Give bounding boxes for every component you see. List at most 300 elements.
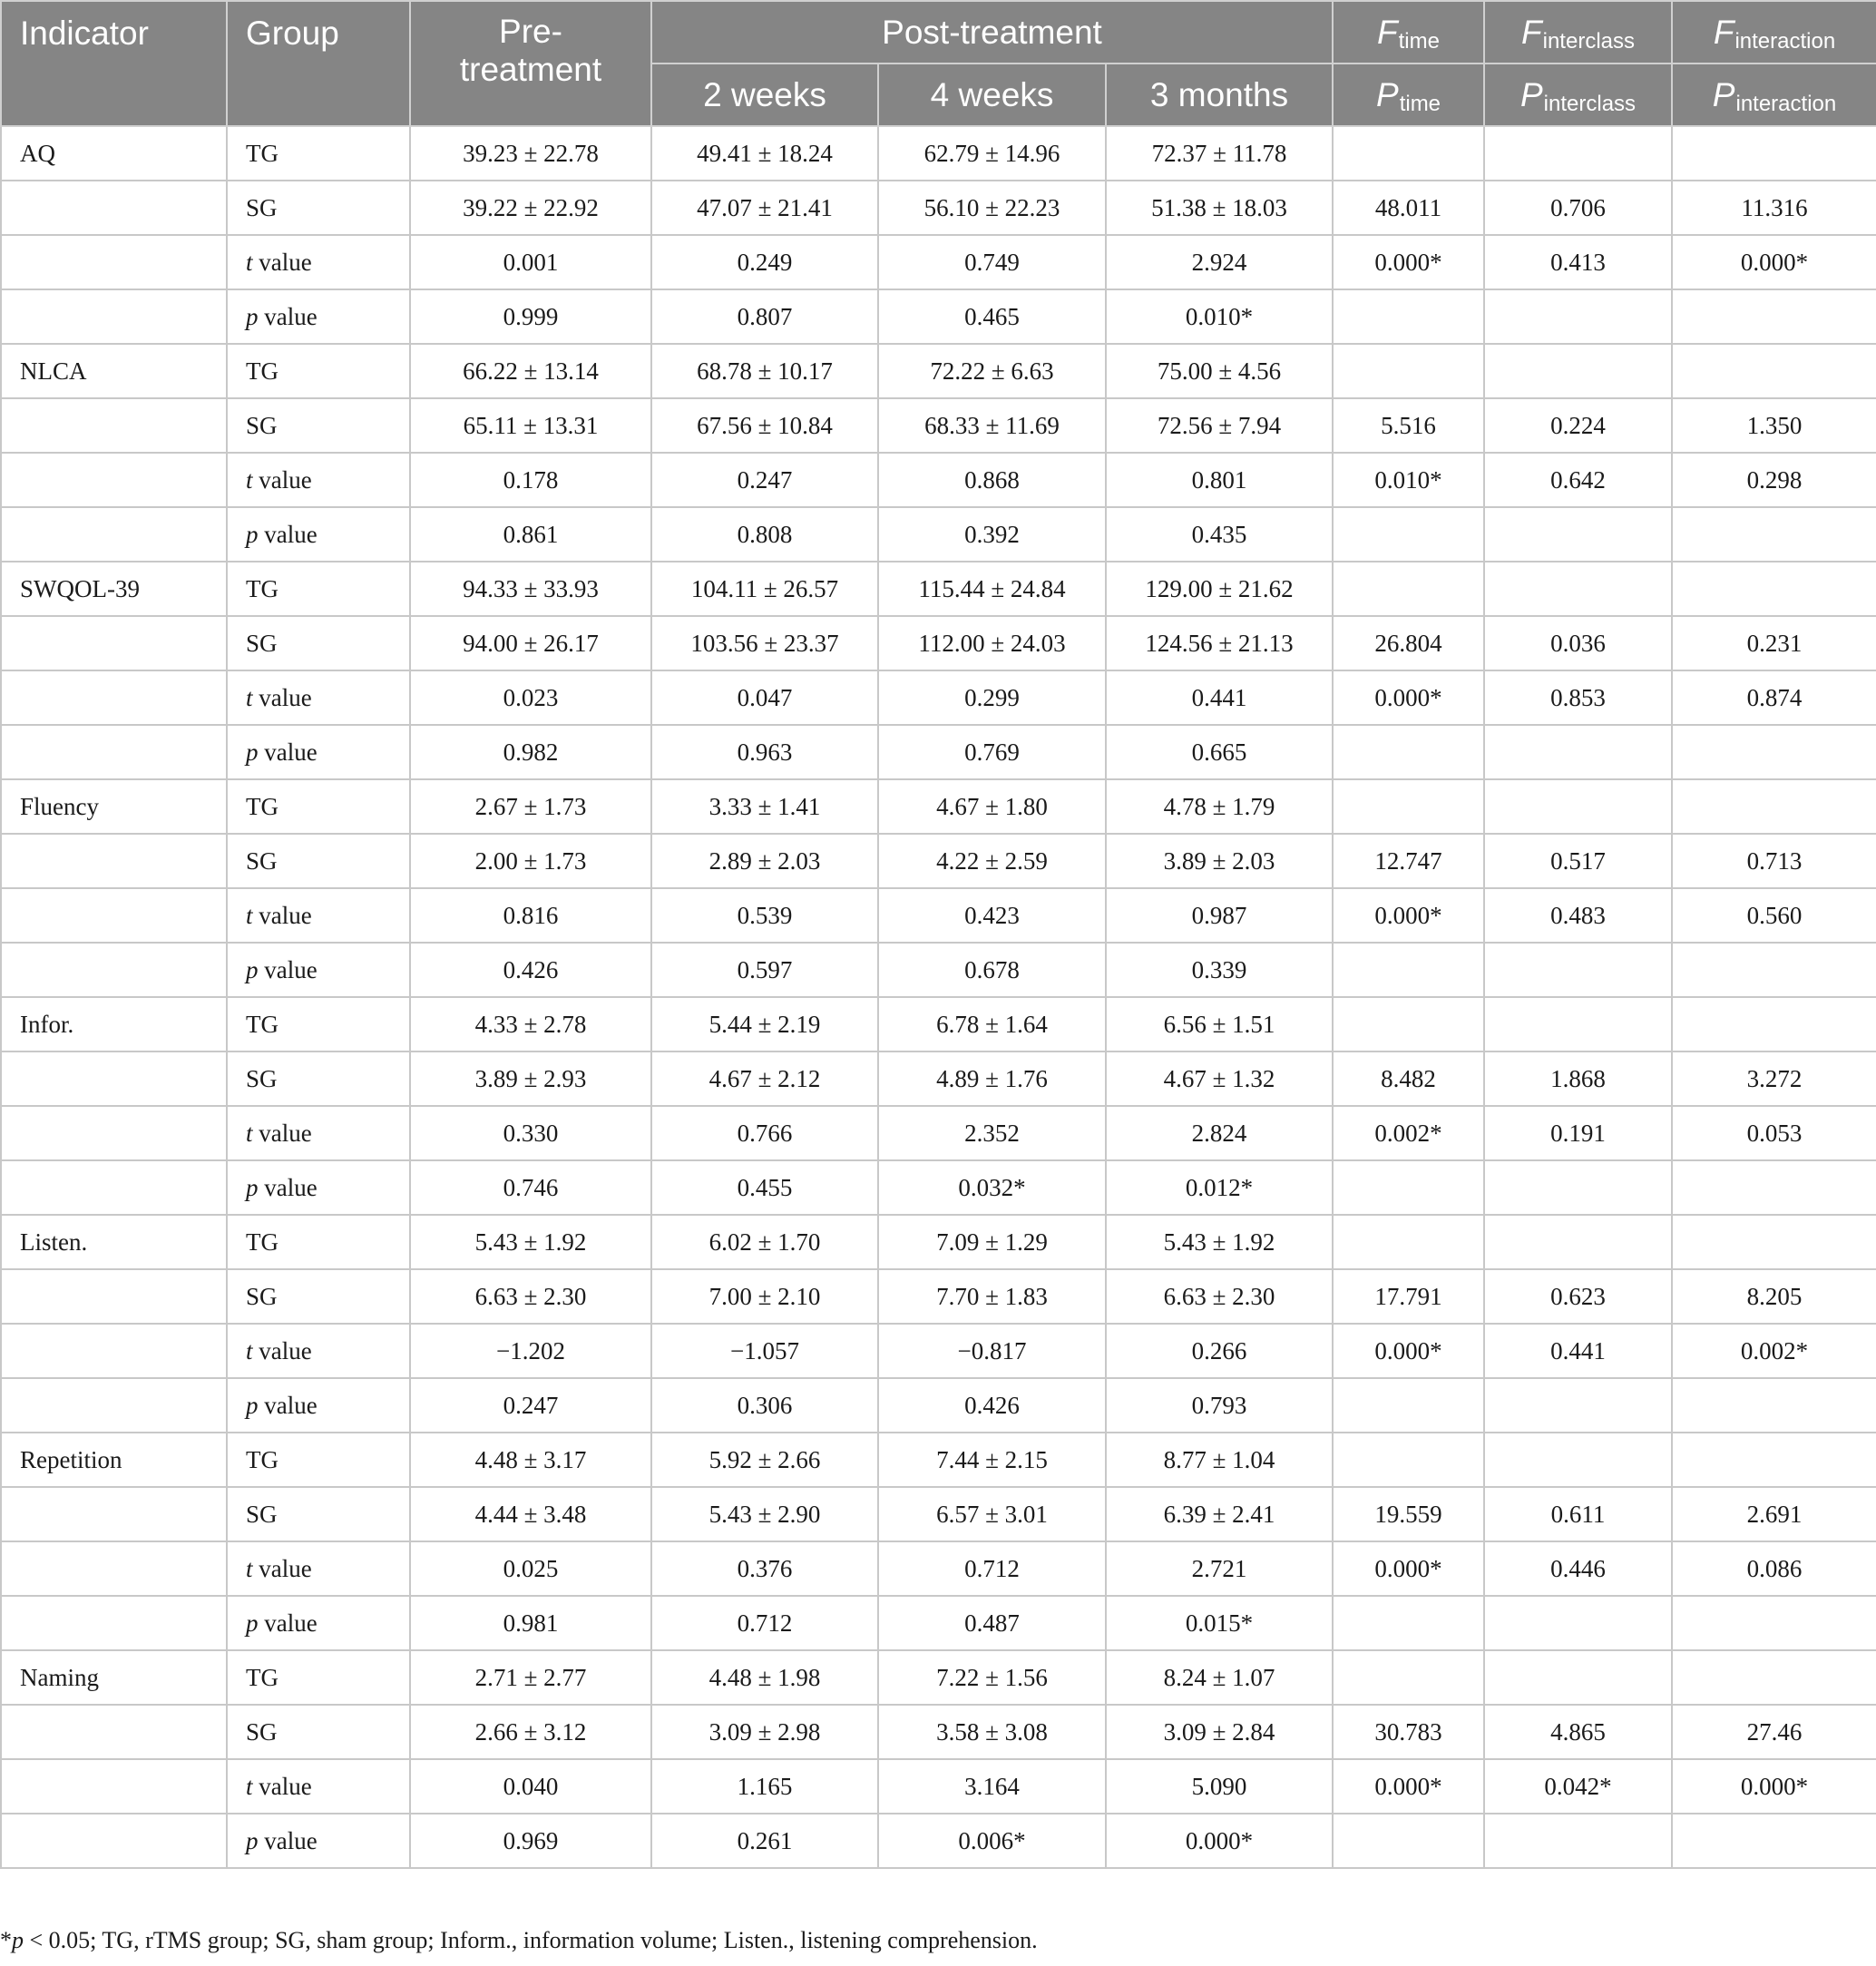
three-months-cell: 0.266 xyxy=(1106,1324,1333,1378)
pre-treatment-cell: 2.71 ± 2.77 xyxy=(410,1650,651,1705)
group-label: value xyxy=(252,1119,312,1147)
table-row xyxy=(1,1269,1876,1324)
f-interclass-cell xyxy=(1484,779,1672,834)
table-row xyxy=(1,1215,1876,1269)
group-label: TG xyxy=(246,1228,278,1256)
indicator-cell xyxy=(1,670,227,725)
pre-treatment-cell: 66.22 ± 13.14 xyxy=(410,344,651,398)
four-weeks-cell: −0.817 xyxy=(878,1324,1106,1378)
f-interaction-cell xyxy=(1672,344,1876,398)
group-label: value xyxy=(252,683,312,711)
pre-treatment-cell: 0.999 xyxy=(410,289,651,344)
three-months-cell: 3.89 ± 2.03 xyxy=(1106,834,1333,888)
table-header xyxy=(1,1,1876,126)
three-months-cell: 0.010* xyxy=(1106,289,1333,344)
f-interaction-cell: 1.350 xyxy=(1672,398,1876,453)
four-weeks-cell: 56.10 ± 22.23 xyxy=(878,181,1106,235)
group-cell xyxy=(227,1650,410,1705)
f-time-cell: 0.000* xyxy=(1333,1324,1484,1378)
pre-treatment-cell: 0.746 xyxy=(410,1160,651,1215)
indicator-cell xyxy=(1,1051,227,1106)
three-months-cell: 0.441 xyxy=(1106,670,1333,725)
group-cell xyxy=(227,943,410,997)
three-months-cell: 6.39 ± 2.41 xyxy=(1106,1487,1333,1541)
three-months-cell: 0.339 xyxy=(1106,943,1333,997)
header-interaction-sub: interaction xyxy=(1734,28,1836,54)
group-label: value xyxy=(252,901,312,929)
two-weeks-cell: 7.00 ± 2.10 xyxy=(651,1269,878,1324)
f-time-cell xyxy=(1333,1378,1484,1433)
f-interaction-cell xyxy=(1672,1596,1876,1650)
table-row xyxy=(1,453,1876,507)
four-weeks-cell: 0.392 xyxy=(878,507,1106,562)
indicator-cell xyxy=(1,235,227,289)
f-time-cell xyxy=(1333,1215,1484,1269)
four-weeks-cell: 6.57 ± 3.01 xyxy=(878,1487,1106,1541)
group-cell xyxy=(227,1759,410,1814)
f-interclass-cell xyxy=(1484,1160,1672,1215)
f-interaction-cell xyxy=(1672,562,1876,616)
two-weeks-cell: 5.44 ± 2.19 xyxy=(651,997,878,1051)
two-weeks-cell: 0.247 xyxy=(651,453,878,507)
footnote-star: * xyxy=(0,1927,12,1953)
group-label: TG xyxy=(246,1445,278,1473)
two-weeks-cell: 47.07 ± 21.41 xyxy=(651,181,878,235)
f-interaction-cell: 0.002* xyxy=(1672,1324,1876,1378)
group-cell xyxy=(227,1487,410,1541)
f-interaction-cell xyxy=(1672,997,1876,1051)
header-time-sub: time xyxy=(1399,91,1441,116)
group-cell xyxy=(227,1433,410,1487)
table-row xyxy=(1,779,1876,834)
pre-treatment-cell: 65.11 ± 13.31 xyxy=(410,398,651,453)
f-time-cell: 0.010* xyxy=(1333,453,1484,507)
three-months-cell: 0.793 xyxy=(1106,1378,1333,1433)
table-row xyxy=(1,1759,1876,1814)
two-weeks-cell: 0.712 xyxy=(651,1596,878,1650)
group-cell xyxy=(227,453,410,507)
f-time-cell xyxy=(1333,344,1484,398)
f-interaction-cell xyxy=(1672,725,1876,779)
group-cell xyxy=(227,1324,410,1378)
indicator-cell xyxy=(1,1106,227,1160)
f-interaction-cell: 3.272 xyxy=(1672,1051,1876,1106)
four-weeks-cell: 0.868 xyxy=(878,453,1106,507)
four-weeks-cell: 4.22 ± 2.59 xyxy=(878,834,1106,888)
group-stat-letter: t xyxy=(246,1554,253,1582)
group-stat-letter: t xyxy=(246,901,253,929)
f-interaction-cell xyxy=(1672,1215,1876,1269)
three-months-cell: 0.665 xyxy=(1106,725,1333,779)
pre-treatment-cell: 0.178 xyxy=(410,453,651,507)
f-time-cell xyxy=(1333,943,1484,997)
table-row xyxy=(1,725,1876,779)
three-months-cell: 8.24 ± 1.07 xyxy=(1106,1650,1333,1705)
header-f-letter: F xyxy=(1521,13,1542,51)
two-weeks-cell: 0.047 xyxy=(651,670,878,725)
table-row xyxy=(1,1433,1876,1487)
f-interclass-cell xyxy=(1484,126,1672,181)
table-row xyxy=(1,289,1876,344)
four-weeks-cell: 3.164 xyxy=(878,1759,1106,1814)
f-time-cell xyxy=(1333,126,1484,181)
f-interaction-cell xyxy=(1672,1160,1876,1215)
pre-treatment-cell: −1.202 xyxy=(410,1324,651,1378)
f-time-cell: 0.000* xyxy=(1333,1541,1484,1596)
header-p-letter: P xyxy=(1712,75,1735,113)
three-months-cell: 2.924 xyxy=(1106,235,1333,289)
f-time-cell xyxy=(1333,997,1484,1051)
pre-treatment-cell: 39.23 ± 22.78 xyxy=(410,126,651,181)
group-stat-letter: p xyxy=(246,1609,259,1637)
two-weeks-cell: 68.78 ± 10.17 xyxy=(651,344,878,398)
f-interclass-cell xyxy=(1484,943,1672,997)
header-f-letter: F xyxy=(1377,13,1398,51)
three-months-cell: 8.77 ± 1.04 xyxy=(1106,1433,1333,1487)
group-cell xyxy=(227,1378,410,1433)
group-cell xyxy=(227,616,410,670)
indicator-cell xyxy=(1,1541,227,1596)
pre-treatment-cell: 0.023 xyxy=(410,670,651,725)
two-weeks-cell: 5.92 ± 2.66 xyxy=(651,1433,878,1487)
group-cell xyxy=(227,1106,410,1160)
f-time-cell xyxy=(1333,1433,1484,1487)
pre-treatment-cell: 3.89 ± 2.93 xyxy=(410,1051,651,1106)
pre-treatment-cell: 0.426 xyxy=(410,943,651,997)
f-time-cell: 5.516 xyxy=(1333,398,1484,453)
group-stat-letter: p xyxy=(246,302,259,330)
group-cell xyxy=(227,181,410,235)
four-weeks-cell: 0.749 xyxy=(878,235,1106,289)
f-time-cell: 26.804 xyxy=(1333,616,1484,670)
f-interclass-cell: 0.517 xyxy=(1484,834,1672,888)
header-3-months: 3 months xyxy=(1106,64,1333,126)
f-interclass-cell xyxy=(1484,1433,1672,1487)
three-months-cell: 51.38 ± 18.03 xyxy=(1106,181,1333,235)
f-interaction-cell xyxy=(1672,289,1876,344)
three-months-cell: 4.67 ± 1.32 xyxy=(1106,1051,1333,1106)
three-months-cell: 72.37 ± 11.78 xyxy=(1106,126,1333,181)
group-label: value xyxy=(258,1609,318,1637)
f-interclass-cell xyxy=(1484,507,1672,562)
four-weeks-cell: 2.352 xyxy=(878,1106,1106,1160)
f-time-cell: 17.791 xyxy=(1333,1269,1484,1324)
two-weeks-cell: 0.963 xyxy=(651,725,878,779)
f-interaction-cell: 27.46 xyxy=(1672,1705,1876,1759)
pre-treatment-cell: 5.43 ± 1.92 xyxy=(410,1215,651,1269)
f-interaction-cell: 0.231 xyxy=(1672,616,1876,670)
indicator-cell xyxy=(1,453,227,507)
table-row xyxy=(1,1541,1876,1596)
indicator-cell xyxy=(1,1378,227,1433)
indicator-cell xyxy=(1,834,227,888)
header-f-interaction xyxy=(1672,1,1876,64)
four-weeks-cell: 0.006* xyxy=(878,1814,1106,1868)
three-months-cell: 2.721 xyxy=(1106,1541,1333,1596)
group-cell xyxy=(227,126,410,181)
group-label: value xyxy=(258,520,318,548)
group-cell xyxy=(227,779,410,834)
two-weeks-cell: 0.261 xyxy=(651,1814,878,1868)
pre-treatment-cell: 4.44 ± 3.48 xyxy=(410,1487,651,1541)
group-cell xyxy=(227,235,410,289)
f-interclass-cell xyxy=(1484,1378,1672,1433)
three-months-cell: 6.63 ± 2.30 xyxy=(1106,1269,1333,1324)
f-time-cell: 0.000* xyxy=(1333,670,1484,725)
table-row xyxy=(1,943,1876,997)
group-label: value xyxy=(252,1772,312,1800)
two-weeks-cell: 0.376 xyxy=(651,1541,878,1596)
header-group: Group xyxy=(227,1,410,126)
four-weeks-cell: 62.79 ± 14.96 xyxy=(878,126,1106,181)
f-interclass-cell xyxy=(1484,344,1672,398)
group-cell xyxy=(227,1269,410,1324)
indicator-cell xyxy=(1,1596,227,1650)
group-label: value xyxy=(258,1173,318,1201)
pre-treatment-cell: 2.67 ± 1.73 xyxy=(410,779,651,834)
group-cell xyxy=(227,725,410,779)
three-months-cell: 0.987 xyxy=(1106,888,1333,943)
header-interclass-sub: interclass xyxy=(1542,28,1635,54)
f-interclass-cell: 0.446 xyxy=(1484,1541,1672,1596)
f-time-cell xyxy=(1333,289,1484,344)
header-p-interclass xyxy=(1484,64,1672,126)
group-label: TG xyxy=(246,574,278,602)
f-time-cell: 0.000* xyxy=(1333,1759,1484,1814)
three-months-cell: 3.09 ± 2.84 xyxy=(1106,1705,1333,1759)
two-weeks-cell: 5.43 ± 2.90 xyxy=(651,1487,878,1541)
f-interaction-cell: 0.560 xyxy=(1672,888,1876,943)
two-weeks-cell: 4.48 ± 1.98 xyxy=(651,1650,878,1705)
header-p-interaction xyxy=(1672,64,1876,126)
f-interaction-cell xyxy=(1672,1433,1876,1487)
header-interaction-sub: interaction xyxy=(1735,91,1837,116)
pre-treatment-cell: 4.33 ± 2.78 xyxy=(410,997,651,1051)
four-weeks-cell: 7.09 ± 1.29 xyxy=(878,1215,1106,1269)
f-time-cell: 0.002* xyxy=(1333,1106,1484,1160)
f-time-cell xyxy=(1333,779,1484,834)
pre-treatment-cell: 0.981 xyxy=(410,1596,651,1650)
f-interclass-cell xyxy=(1484,562,1672,616)
table-row xyxy=(1,1324,1876,1378)
table-row xyxy=(1,834,1876,888)
f-interclass-cell: 0.642 xyxy=(1484,453,1672,507)
f-interaction-cell: 0.874 xyxy=(1672,670,1876,725)
f-time-cell xyxy=(1333,1814,1484,1868)
header-pre-treatment xyxy=(410,1,651,126)
group-stat-letter: t xyxy=(246,248,253,276)
two-weeks-cell: 0.455 xyxy=(651,1160,878,1215)
group-label: value xyxy=(258,1391,318,1419)
group-label: SG xyxy=(246,846,278,875)
group-label: SG xyxy=(246,1064,278,1092)
header-f-time xyxy=(1333,1,1484,64)
f-interaction-cell: 11.316 xyxy=(1672,181,1876,235)
indicator-cell: Naming xyxy=(1,1650,227,1705)
group-label: value xyxy=(258,738,318,766)
group-label: value xyxy=(252,1336,312,1364)
four-weeks-cell: 4.67 ± 1.80 xyxy=(878,779,1106,834)
two-weeks-cell: 0.766 xyxy=(651,1106,878,1160)
four-weeks-cell: 4.89 ± 1.76 xyxy=(878,1051,1106,1106)
f-interclass-cell: 0.036 xyxy=(1484,616,1672,670)
three-months-cell: 0.012* xyxy=(1106,1160,1333,1215)
f-time-cell xyxy=(1333,1160,1484,1215)
f-interclass-cell xyxy=(1484,997,1672,1051)
four-weeks-cell: 0.423 xyxy=(878,888,1106,943)
four-weeks-cell: 68.33 ± 11.69 xyxy=(878,398,1106,453)
indicator-cell xyxy=(1,888,227,943)
f-interaction-cell: 0.000* xyxy=(1672,235,1876,289)
group-stat-letter: p xyxy=(246,738,259,766)
indicator-cell xyxy=(1,943,227,997)
group-cell xyxy=(227,1705,410,1759)
pre-treatment-cell: 0.982 xyxy=(410,725,651,779)
group-cell xyxy=(227,670,410,725)
table-footnote xyxy=(0,1927,1038,1954)
header-p-letter: P xyxy=(1376,75,1399,113)
table-row xyxy=(1,1487,1876,1541)
indicator-cell xyxy=(1,181,227,235)
header-indicator: Indicator xyxy=(1,1,227,126)
group-stat-letter: p xyxy=(246,1826,259,1854)
f-interclass-cell: 0.483 xyxy=(1484,888,1672,943)
group-label: TG xyxy=(246,1663,278,1691)
indicator-cell: SWQOL-39 xyxy=(1,562,227,616)
pre-treatment-cell: 0.816 xyxy=(410,888,651,943)
group-stat-letter: t xyxy=(246,683,253,711)
indicator-cell xyxy=(1,1705,227,1759)
pre-treatment-cell: 39.22 ± 22.92 xyxy=(410,181,651,235)
pre-treatment-cell: 0.025 xyxy=(410,1541,651,1596)
indicator-cell: Fluency xyxy=(1,779,227,834)
footnote-p-italic: p xyxy=(12,1927,24,1953)
table-row xyxy=(1,670,1876,725)
f-interaction-cell xyxy=(1672,1378,1876,1433)
f-time-cell: 0.000* xyxy=(1333,888,1484,943)
group-cell xyxy=(227,398,410,453)
pre-treatment-cell: 94.33 ± 33.93 xyxy=(410,562,651,616)
group-label: SG xyxy=(246,193,278,221)
f-time-cell xyxy=(1333,725,1484,779)
group-label: TG xyxy=(246,792,278,820)
f-interaction-cell: 0.000* xyxy=(1672,1759,1876,1814)
group-label: value xyxy=(258,955,318,983)
three-months-cell: 0.000* xyxy=(1106,1814,1333,1868)
three-months-cell: 5.090 xyxy=(1106,1759,1333,1814)
f-time-cell: 12.747 xyxy=(1333,834,1484,888)
group-label: TG xyxy=(246,139,278,167)
pre-treatment-cell: 0.969 xyxy=(410,1814,651,1868)
pre-treatment-cell: 6.63 ± 2.30 xyxy=(410,1269,651,1324)
header-p-time xyxy=(1333,64,1484,126)
two-weeks-cell: 6.02 ± 1.70 xyxy=(651,1215,878,1269)
table-row xyxy=(1,1650,1876,1705)
group-label: value xyxy=(252,1554,312,1582)
two-weeks-cell: 4.67 ± 2.12 xyxy=(651,1051,878,1106)
f-time-cell: 48.011 xyxy=(1333,181,1484,235)
four-weeks-cell: 0.487 xyxy=(878,1596,1106,1650)
f-interclass-cell: 0.706 xyxy=(1484,181,1672,235)
three-months-cell: 2.824 xyxy=(1106,1106,1333,1160)
f-interaction-cell: 2.691 xyxy=(1672,1487,1876,1541)
f-time-cell xyxy=(1333,1596,1484,1650)
indicator-cell xyxy=(1,289,227,344)
table-row xyxy=(1,1596,1876,1650)
f-time-cell: 19.559 xyxy=(1333,1487,1484,1541)
group-label: SG xyxy=(246,411,278,439)
indicator-cell xyxy=(1,1160,227,1215)
f-interclass-cell xyxy=(1484,1596,1672,1650)
group-label: SG xyxy=(246,1282,278,1310)
f-interclass-cell: 4.865 xyxy=(1484,1705,1672,1759)
group-label: SG xyxy=(246,629,278,657)
two-weeks-cell: 104.11 ± 26.57 xyxy=(651,562,878,616)
f-interaction-cell xyxy=(1672,507,1876,562)
group-cell xyxy=(227,834,410,888)
three-months-cell: 6.56 ± 1.51 xyxy=(1106,997,1333,1051)
pre-treatment-cell: 0.001 xyxy=(410,235,651,289)
four-weeks-cell: 7.22 ± 1.56 xyxy=(878,1650,1106,1705)
group-stat-letter: p xyxy=(246,955,259,983)
header-interclass-sub: interclass xyxy=(1543,91,1637,116)
group-cell xyxy=(227,1541,410,1596)
header-2-weeks: 2 weeks xyxy=(651,64,878,126)
footnote-text: < 0.05; TG, rTMS group; SG, sham group; Inform., information volume; Listen., listening comprehension. xyxy=(24,1927,1038,1953)
header-time-sub: time xyxy=(1398,28,1440,54)
f-interaction-cell: 8.205 xyxy=(1672,1269,1876,1324)
indicator-cell xyxy=(1,398,227,453)
three-months-cell: 129.00 ± 21.62 xyxy=(1106,562,1333,616)
table-row xyxy=(1,507,1876,562)
table-body xyxy=(1,126,1876,1868)
indicator-cell: Repetition xyxy=(1,1433,227,1487)
four-weeks-cell: 0.032* xyxy=(878,1160,1106,1215)
group-stat-letter: t xyxy=(246,1119,253,1147)
two-weeks-cell: 49.41 ± 18.24 xyxy=(651,126,878,181)
group-label: value xyxy=(258,302,318,330)
indicator-cell xyxy=(1,725,227,779)
table-row xyxy=(1,616,1876,670)
group-label: TG xyxy=(246,357,278,385)
group-cell xyxy=(227,562,410,616)
group-label: value xyxy=(258,1826,318,1854)
pre-treatment-cell: 4.48 ± 3.17 xyxy=(410,1433,651,1487)
indicator-cell xyxy=(1,1814,227,1868)
pre-treatment-cell: 0.861 xyxy=(410,507,651,562)
f-interaction-cell xyxy=(1672,943,1876,997)
table-row xyxy=(1,1106,1876,1160)
group-label: value xyxy=(252,465,312,494)
f-interaction-cell xyxy=(1672,1650,1876,1705)
f-time-cell: 30.783 xyxy=(1333,1705,1484,1759)
f-interclass-cell: 0.441 xyxy=(1484,1324,1672,1378)
header-post-treatment: Post-treatment xyxy=(651,1,1333,64)
f-time-cell xyxy=(1333,562,1484,616)
f-interaction-cell xyxy=(1672,779,1876,834)
two-weeks-cell: 103.56 ± 23.37 xyxy=(651,616,878,670)
two-weeks-cell: 0.539 xyxy=(651,888,878,943)
table-row xyxy=(1,562,1876,616)
table-row xyxy=(1,181,1876,235)
f-interclass-cell xyxy=(1484,1215,1672,1269)
two-weeks-cell: 3.09 ± 2.98 xyxy=(651,1705,878,1759)
indicator-cell xyxy=(1,507,227,562)
group-stat-letter: t xyxy=(246,1336,253,1364)
header-p-letter: P xyxy=(1519,75,1543,113)
pre-treatment-cell: 94.00 ± 26.17 xyxy=(410,616,651,670)
indicator-cell xyxy=(1,616,227,670)
